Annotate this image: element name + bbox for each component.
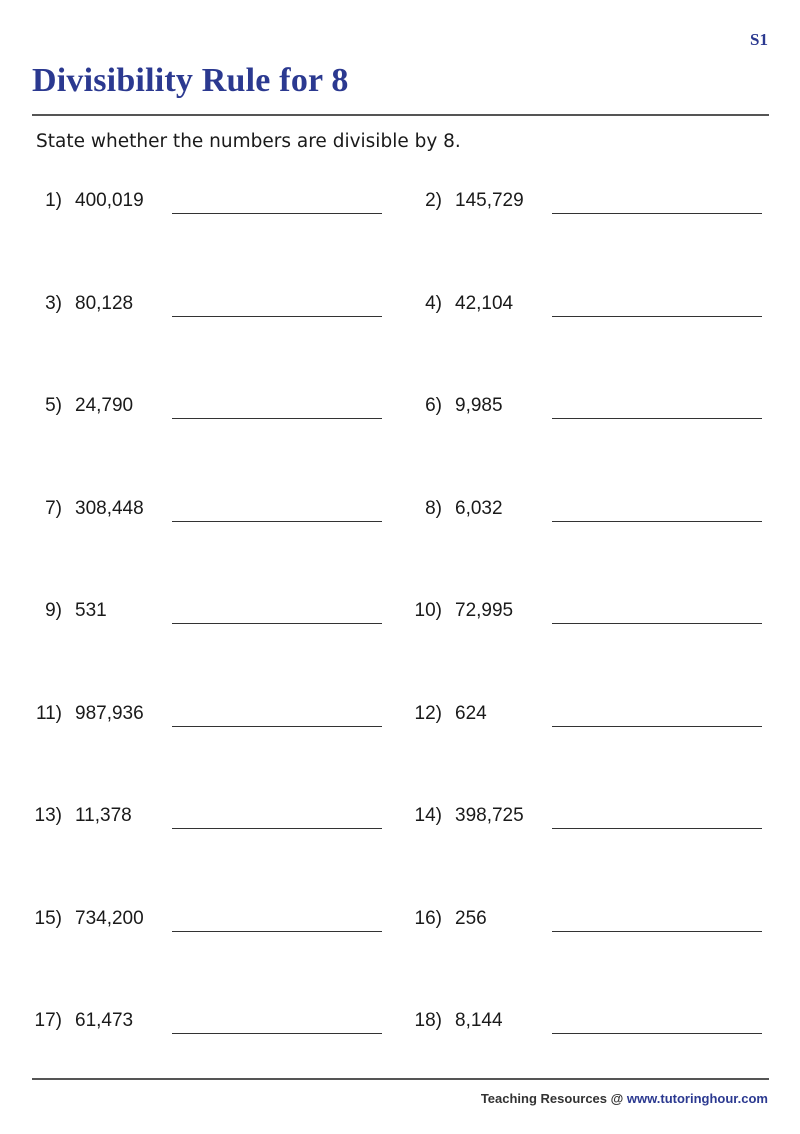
problem-value: 11,378 xyxy=(75,805,132,826)
problem-12 xyxy=(380,697,780,737)
problem-4 xyxy=(380,287,780,327)
sheet-code: S1 xyxy=(750,30,768,49)
answer-field[interactable] xyxy=(172,213,382,214)
problem-13 xyxy=(0,799,400,839)
problem-5 xyxy=(0,389,400,429)
page-title: Divisibility Rule for 8 xyxy=(32,62,349,99)
answer-field[interactable] xyxy=(172,316,382,317)
answer-field[interactable] xyxy=(552,931,762,932)
problem-14 xyxy=(380,799,780,839)
problem-value: 8,144 xyxy=(455,1010,503,1031)
problem-6 xyxy=(380,389,780,429)
problem-number: 8) xyxy=(425,497,442,519)
answer-field[interactable] xyxy=(172,1033,382,1034)
problem-3 xyxy=(0,287,400,327)
answer-field[interactable] xyxy=(172,828,382,829)
problem-value: 80,128 xyxy=(75,292,134,314)
problem-number: 16) xyxy=(414,907,442,929)
problem-value: 987,936 xyxy=(75,702,144,724)
answer-field[interactable] xyxy=(552,828,762,829)
problem-number: 18) xyxy=(414,1010,442,1031)
problem-value: 398,725 xyxy=(455,805,524,826)
problem-value: 145,729 xyxy=(455,190,524,211)
answer-field[interactable] xyxy=(552,213,762,214)
answer-field[interactable] xyxy=(172,623,382,624)
footer-site-link[interactable]: www.tutoringhour.com xyxy=(626,1091,768,1106)
problem-16 xyxy=(380,902,780,942)
problem-value: 624 xyxy=(455,702,487,724)
answer-field[interactable] xyxy=(552,726,762,727)
problem-9 xyxy=(0,594,400,634)
problem-1 xyxy=(0,184,400,224)
problem-10 xyxy=(380,594,780,634)
problem-2 xyxy=(380,184,780,224)
answer-field[interactable] xyxy=(552,418,762,419)
problem-17 xyxy=(0,1004,400,1044)
problem-number: 14) xyxy=(414,805,442,826)
footer-credit xyxy=(481,1091,768,1106)
problem-8 xyxy=(380,492,780,532)
problem-number: 7) xyxy=(45,497,62,519)
problem-number: 3) xyxy=(45,292,62,314)
answer-field[interactable] xyxy=(172,726,382,727)
problem-value: 61,473 xyxy=(75,1010,134,1031)
problem-15 xyxy=(0,902,400,942)
problem-value: 42,104 xyxy=(455,292,514,314)
problem-value: 72,995 xyxy=(455,600,514,621)
problem-number: 13) xyxy=(34,805,62,826)
problem-number: 1) xyxy=(45,190,62,211)
problem-11 xyxy=(0,697,400,737)
problem-value: 256 xyxy=(455,907,487,929)
problem-value: 6,032 xyxy=(455,497,503,519)
problem-value: 24,790 xyxy=(75,395,134,416)
problem-number: 2) xyxy=(425,190,442,211)
problem-7 xyxy=(0,492,400,532)
problem-18 xyxy=(380,1004,780,1044)
instruction-text: State whether the numbers are divisible by 8. xyxy=(36,131,461,152)
answer-field[interactable] xyxy=(172,418,382,419)
problem-number: 17) xyxy=(34,1010,62,1031)
problem-number: 10) xyxy=(414,600,442,621)
answer-field[interactable] xyxy=(172,931,382,932)
footer-divider xyxy=(32,1078,769,1080)
problem-number: 11) xyxy=(35,702,62,724)
problem-number: 15) xyxy=(34,907,62,929)
problem-number: 6) xyxy=(425,395,442,416)
answer-field[interactable] xyxy=(552,521,762,522)
problem-value: 531 xyxy=(75,600,107,621)
answer-field[interactable] xyxy=(552,623,762,624)
problem-value: 734,200 xyxy=(75,907,144,929)
problem-number: 9) xyxy=(45,600,62,621)
problem-value: 400,019 xyxy=(75,190,144,211)
answer-field[interactable] xyxy=(552,1033,762,1034)
title-divider xyxy=(32,114,769,116)
answer-field[interactable] xyxy=(552,316,762,317)
answer-field[interactable] xyxy=(172,521,382,522)
problem-number: 5) xyxy=(45,395,62,416)
footer-prefix: Teaching Resources @ xyxy=(480,1091,627,1106)
problem-value: 308,448 xyxy=(75,497,144,519)
problem-number: 4) xyxy=(425,292,442,314)
problem-number: 12) xyxy=(414,702,442,724)
problem-value: 9,985 xyxy=(455,395,503,416)
